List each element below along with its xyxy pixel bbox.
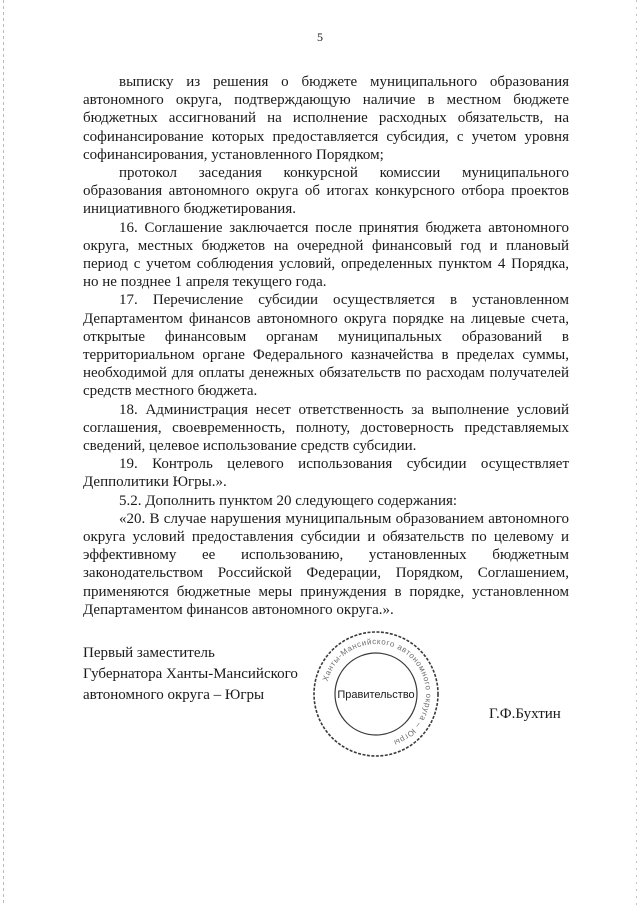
paragraph-item-20: «20. В случае нарушения муниципальным образованием автономного округа условий предоставления субсидии и обязательств по целевому и эффективному ее использованию, установленных бюджетным законодательством Российской Федерации, Порядком, Соглашением, применяются бюджетные меры принуждения в порядке, установленном Департаментом финансов автономного округа.». [83,510,569,618]
paragraph-item-19: 19. Контроль целевого использования субсидии осуществляет Депполитики Югры.». [83,456,569,491]
signatory-title-line: автономного округа – Югры [83,687,265,703]
signatory-name: Г.Ф.Бухтин [489,706,561,722]
paragraph-item-18: 18. Администрация несет ответственность за выполнение условий соглашения, своевременность, полноту, достоверность представляемых сведений, целевое использование средств субсидии. [83,401,569,455]
page-number: 5 [317,30,323,44]
scan-edge-right [636,0,637,905]
paragraph-commission-protocol: протокол заседания конкурсной комиссии муниципального образования автономного округа об итогах конкурсного отбора проектов инициативного бюджетирования. [83,165,569,218]
paragraph-item-5-2: 5.2. Дополнить пунктом 20 следующего содержания: [119,492,458,509]
official-seal [310,628,442,760]
scan-edge-left [3,0,4,905]
document-body [83,73,569,619]
seal-center-text: Правительство [337,689,415,701]
paragraph-item-16: 16. Соглашение заключается после принятия бюджета автономного округа, местных бюджетов на очередной финансовый год и плановый период с учетом соблюдения условий, определенных пунктом 4 Порядка, но не позднее 1 апреля текущего года. [83,219,569,291]
paragraph-budget-extract: выписку из решения о бюджете муниципального образования автономного округа, подтверждающую наличие в местном бюджете бюджетных ассигнований на исполнение расходных обязательств, на софинансирование которых предоставляется субсидия, с учетом уровня софинансирования, установленного Порядком; [83,74,569,163]
signatory-title-line: Первый заместитель [83,645,215,661]
paragraph-item-17: 17. Перечисление субсидии осуществляется в установленном Департаментом финансов автономного округа порядке на лицевые счета, открытые финансовым органам муниципальных образований в территориальном органе Федерального казначейства в пределах суммы, необходимой для оплаты денежных обязательств по расходам получателей средств местного бюджета. [83,292,569,400]
signatory-title-line: Губернатора Ханты-Мансийского [83,666,298,682]
signatory-title [83,643,298,706]
seal-ring-text: Ханты-Мансийского автономного округа – Югры [320,636,434,748]
